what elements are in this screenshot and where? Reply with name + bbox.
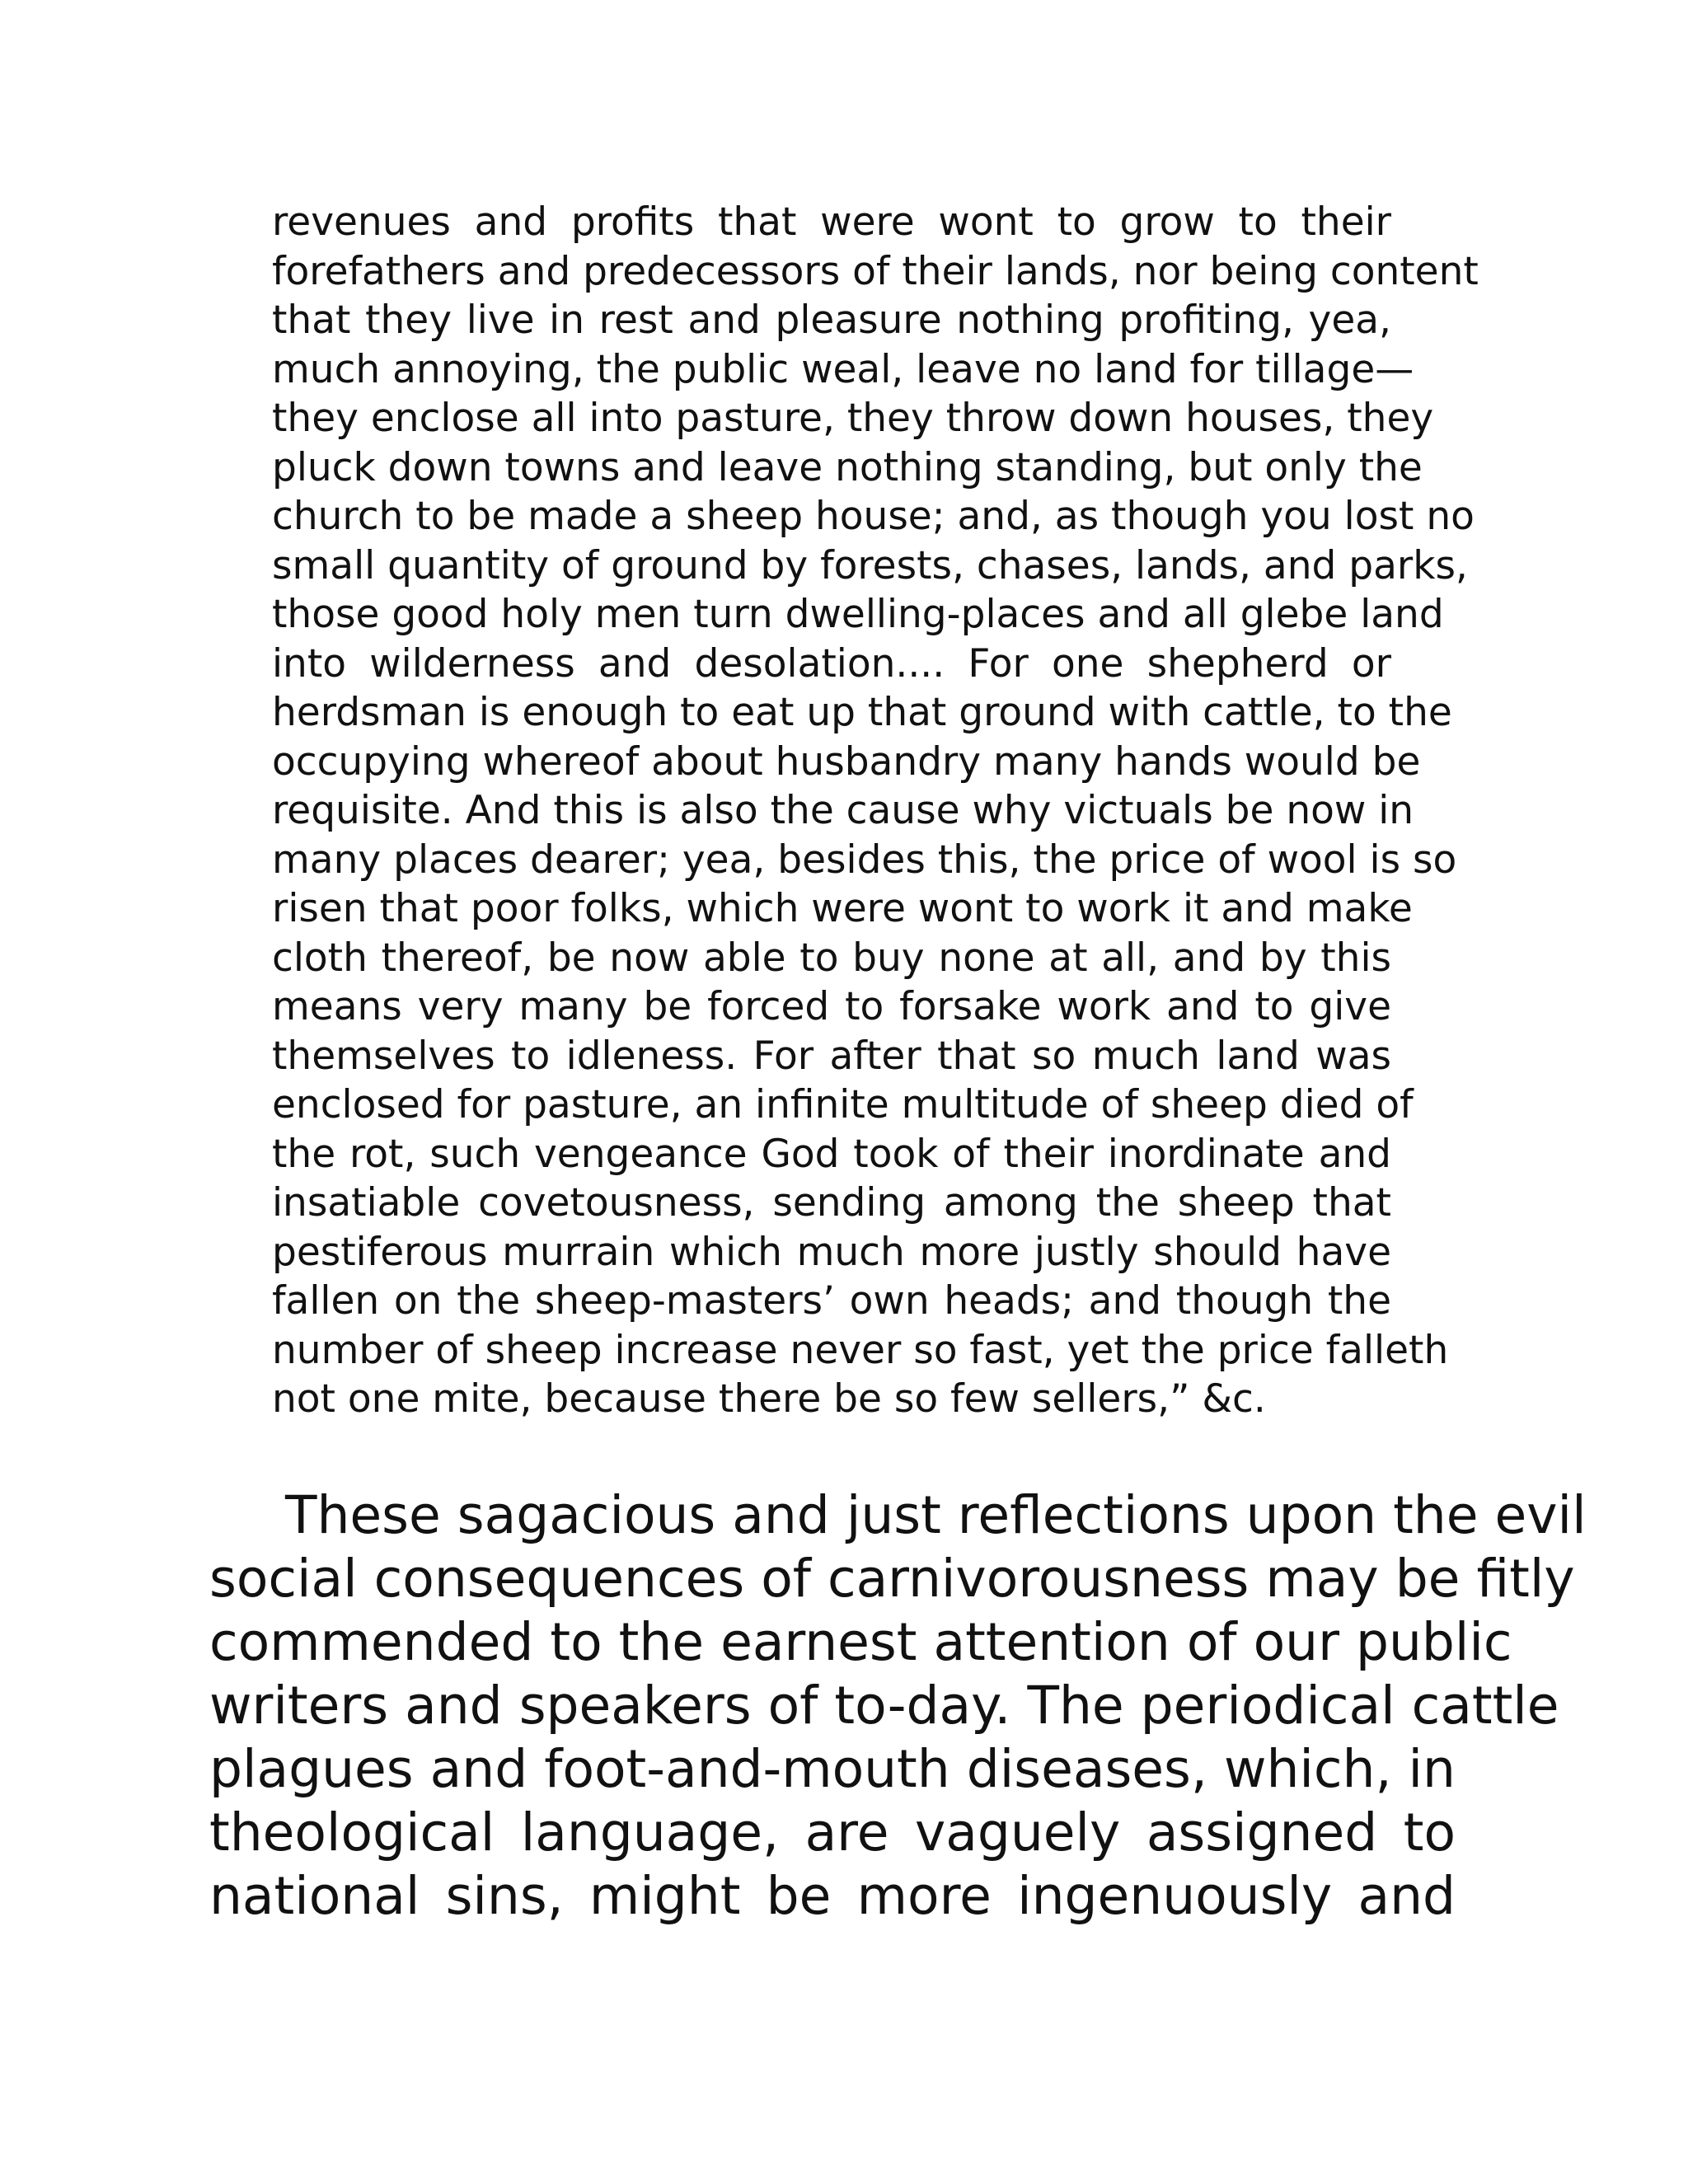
quote-line: pluck down towns and leave nothing standing, but only the [272, 444, 1423, 490]
quote-line: that they live in rest and pleasure nothing profiting, yea, [272, 298, 1391, 343]
paragraph-line: national sins, might be more ingenuously and [209, 1866, 1456, 1926]
quote-line: risen that poor folks, which were wont to work it and make [272, 886, 1413, 931]
quote-line: small quantity of ground by forests, chases, lands, and parks, [272, 542, 1468, 588]
paragraph-line: plagues and foot-and-mouth diseases, which, in [209, 1739, 1456, 1799]
quote-line: those good holy men turn dwelling-places and all glebe land [272, 592, 1444, 637]
quote-line: number of sheep increase never so fast, yet the price falleth [272, 1327, 1449, 1373]
paragraph-line: These sagacious and just reflections upon the evil [285, 1485, 1587, 1545]
body-paragraph [209, 1483, 1587, 1928]
quote-line: enclosed for pasture, an infinite multitude of sheep died of [272, 1082, 1414, 1127]
quote-line: revenues and profits that were wont to grow to their [272, 199, 1391, 245]
quote-line: requisite. And this is also the cause why victuals be now in [272, 788, 1414, 833]
quote-line: forefathers and predecessors of their lands, nor being content [272, 248, 1479, 294]
quote-line: themselves to idleness. For after that so much land was [272, 1033, 1391, 1079]
quote-line: many places dearer; yea, besides this, the price of wool is so [272, 837, 1457, 883]
block-quote [272, 198, 1479, 1424]
quote-line: insatiable covetousness, sending among the sheep that [272, 1180, 1391, 1226]
quote-line: they enclose all into pasture, they throw down houses, they [272, 396, 1434, 441]
paragraph-line: writers and speakers of to-day. The periodical cattle [209, 1675, 1559, 1736]
quote-line: fallen on the sheep-masters’ own heads; and though the [272, 1278, 1391, 1324]
quote-line: much annoying, the public weal, leave no land for tillage— [272, 346, 1414, 392]
quote-line: cloth thereof, be now able to buy none at all, and by this [272, 935, 1391, 981]
quote-line: into wilderness and desolation.... For one shepherd or [272, 640, 1391, 687]
paragraph-line: theological language, are vaguely assigned to [209, 1802, 1456, 1863]
quote-line: occupying whereof about husbandry many hands would be [272, 738, 1421, 785]
quote-line: church to be made a sheep house; and, as though you lost no [272, 494, 1475, 539]
quote-line: not one mite, because there be so few sellers,” &c. [272, 1376, 1266, 1422]
quote-line: the rot, such vengeance God took of their inordinate and [272, 1131, 1391, 1177]
quote-line: means very many be forced to forsake work and to give [272, 984, 1391, 1029]
paragraph-line: social consequences of carnivorousness may be fitly [209, 1549, 1575, 1609]
quote-line: herdsman is enough to eat up that ground with cattle, to the [272, 690, 1452, 735]
quote-line: pestiferous murrain which much more justly should have [272, 1229, 1391, 1275]
paragraph-line: commended to the earnest attention of our public [209, 1612, 1512, 1672]
